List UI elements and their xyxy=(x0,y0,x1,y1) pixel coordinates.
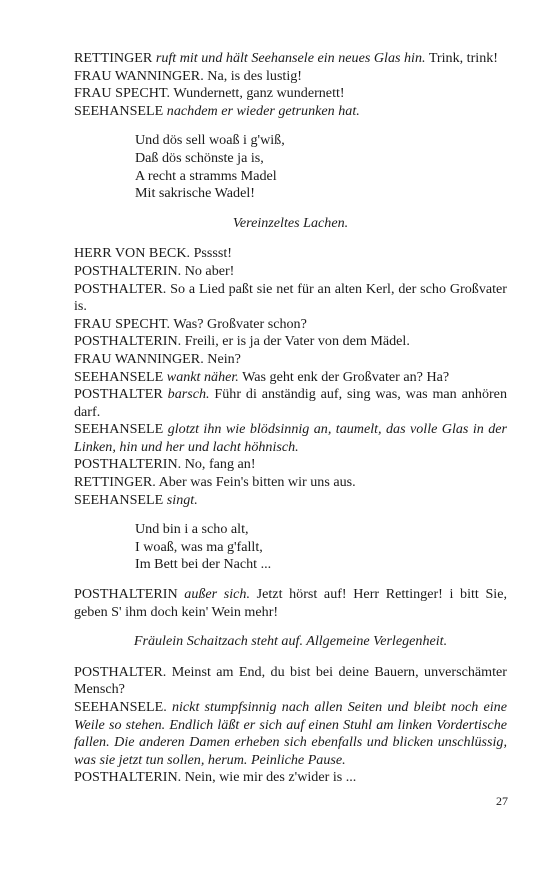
dialogue-line: POSTHALTERIN. Freili, er is ja der Vater von dem Mädel. xyxy=(74,333,410,350)
dialogue-line: POSTHALTERIN. No, fang an! xyxy=(74,456,256,473)
dialogue-line: POSTHALTER. Meinst am End, du bist bei deine Bauern, unverschämter Mensch? xyxy=(74,663,507,698)
dialogue-line: POSTHALTERIN. Nein, wie mir des z'wider is ... xyxy=(74,769,357,786)
verse-line: I woaß, was ma g'fallt, xyxy=(135,538,263,555)
dialogue-line: SEEHANSELE singt. xyxy=(74,491,198,508)
song-verse xyxy=(135,521,507,574)
verse-line: Und dös sell woaß i g'wiß, xyxy=(135,132,285,149)
dialogue-line: FRAU WANNINGER. Nein? xyxy=(74,350,241,367)
dialogue-line: FRAU SPECHT. Wundernett, ganz wundernett! xyxy=(74,85,345,102)
dialogue-line: SEEHANSELE nachdem er wieder getrunken hat. xyxy=(74,102,360,119)
dialogue-line: POSTHALTER. So a Lied paßt sie net für an alten Kerl, der scho Großvater is. xyxy=(74,280,507,315)
dialogue-line: RETTINGER ruft mit und hält Seehansele ein neues Glas hin. Trink, trink! xyxy=(74,50,498,66)
song-verse xyxy=(135,132,507,202)
verse-line: A recht a stramms Madel xyxy=(135,167,277,184)
verse-line: Und bin i a scho alt, xyxy=(135,521,249,538)
verse-line: Im Bett bei der Nacht ... xyxy=(135,556,272,573)
page-number: 27 xyxy=(496,794,508,808)
dialogue-line: POSTHALTERIN außer sich. Jetzt hörst auf! Herr Rettinger! i bitt Sie, geben S' ihm doch kein' Wein mehr! xyxy=(74,586,507,620)
dialogue-line: SEEHANSELE glotzt ihn wie blödsinnig an, taumelt, das volle Glas in der Linken, hin und her und lacht höhnisch. xyxy=(74,421,507,455)
verse-line: Mit sakrische Wadel! xyxy=(135,185,255,202)
dialogue-line: FRAU SPECHT. Was? Großvater schon? xyxy=(74,315,307,332)
stage-direction: Vereinzeltes Lachen. xyxy=(232,214,349,231)
dialogue-line: RETTINGER. Aber was Fein's bitten wir uns aus. xyxy=(74,474,356,491)
dialogue-line: SEEHANSELE. nickt stumpfsinnig nach allen Seiten und bleibt noch eine Weile so stehen. Endlich läßt er sich auf einen Stuhl am linken Vordertische fallen. Die anderen Damen erheben sich ebenfalls und blicken unschlüssig, was sie jetzt tun sollen, herum. Peinliche Pause. xyxy=(74,699,507,768)
dialogue-line: HERR VON BECK. Psssst! xyxy=(74,245,232,262)
dialogue-line: FRAU WANNINGER. Na, is des lustig! xyxy=(74,67,302,84)
stage-direction: Fräulein Schaitzach steht auf. Allgemeine Verlegenheit. xyxy=(133,633,448,650)
dialogue-line: SEEHANSELE wankt näher. Was geht enk der Großvater an? Ha? xyxy=(74,368,450,385)
page-body xyxy=(74,50,507,787)
dialogue-line: POSTHALTER barsch. Führ di anständig auf, sing was, was man anhören darf. xyxy=(74,386,507,420)
dialogue-line: POSTHALTERIN. No aber! xyxy=(74,262,235,279)
verse-line: Daß dös schönste ja is, xyxy=(135,149,264,166)
